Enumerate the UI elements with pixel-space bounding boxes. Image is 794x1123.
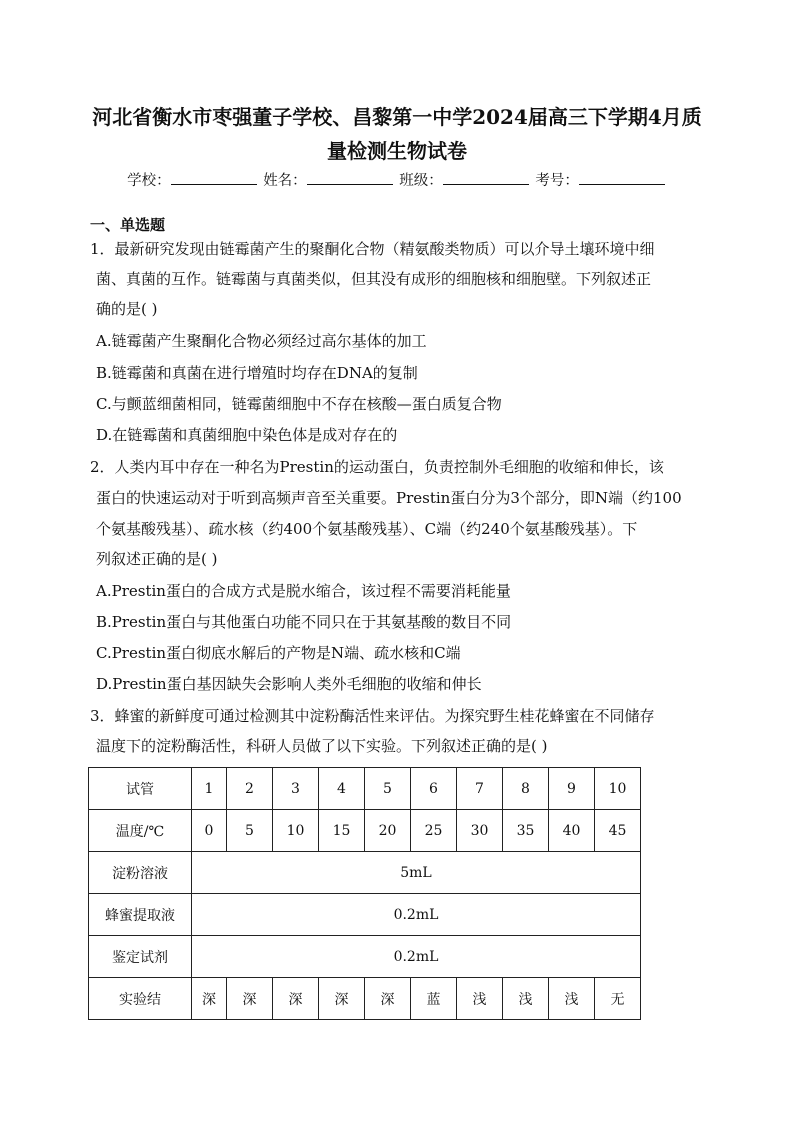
title-line-1: 河北省衡水市枣强董子学校、昌黎第一中学2024届高三下学期4月质 — [92, 105, 702, 129]
tube-cell: 10 — [595, 768, 641, 810]
school-blank[interactable] — [171, 170, 257, 185]
table-row-temperature — [89, 810, 641, 852]
q1-option-a[interactable]: A.链霉菌产生聚酮化合物必须经过高尔基体的加工 — [96, 332, 427, 350]
q2-line-2: 蛋白的快速运动对于听到高频声音至关重要。Prestin蛋白分为3个部分，即N端（约100 — [96, 489, 682, 507]
q2-option-a[interactable]: A.Prestin蛋白的合成方式是脱水缩合，该过程不需要消耗能量 — [96, 582, 511, 600]
starch-volume-cell: 5mL — [192, 852, 641, 894]
temperature-cell: 45 — [595, 810, 641, 852]
row-label-tube: 试管 — [89, 768, 192, 810]
q1-option-d[interactable]: D.在链霉菌和真菌细胞中染色体是成对存在的 — [96, 426, 398, 444]
experiment-table — [88, 767, 641, 1020]
tube-cell: 3 — [273, 768, 319, 810]
class-blank[interactable] — [443, 170, 529, 185]
q1-line-1: 1．最新研究发现由链霉菌产生的聚酮化合物（精氨酸类物质）可以介导土壤环境中细 — [90, 240, 655, 258]
title-line-2: 量检测生物试卷 — [327, 139, 467, 163]
reagent-volume-cell: 0.2mL — [192, 936, 641, 978]
row-label-starch: 淀粉溶液 — [89, 852, 192, 894]
result-cell: 蓝 — [411, 978, 457, 1020]
table-row-starch — [89, 852, 641, 894]
q2-line-1: 2．人类内耳中存在一种名为Prestin的运动蛋白，负责控制外毛细胞的收缩和伸长，该 — [90, 458, 664, 476]
q1-line-3: 确的是( ) — [96, 300, 158, 318]
honey-volume-cell: 0.2mL — [192, 894, 641, 936]
q2-option-c[interactable]: C.Prestin蛋白彻底水解后的产物是N端、疏水核和C端 — [96, 644, 461, 662]
result-cell: 无 — [595, 978, 641, 1020]
result-cell: 深 — [273, 978, 319, 1020]
page-title — [60, 100, 734, 168]
result-cell: 浅 — [457, 978, 503, 1020]
temperature-cell: 30 — [457, 810, 503, 852]
tube-cell: 2 — [227, 768, 273, 810]
table-row-honey — [89, 894, 641, 936]
tube-cell: 9 — [549, 768, 595, 810]
table-row-tube — [89, 768, 641, 810]
student-info-row — [0, 170, 794, 191]
q3-line-2: 温度下的淀粉酶活性，科研人员做了以下实验。下列叙述正确的是( ) — [96, 737, 548, 755]
q1-option-b[interactable]: B.链霉菌和真菌在进行增殖时均存在DNA的复制 — [96, 364, 418, 382]
q2-line-3: 个氨基酸残基）、疏水核（约400个氨基酸残基）、C端（约240个氨基酸残基）。下 — [96, 520, 638, 538]
class-label: 班级： — [399, 173, 443, 189]
q1-line-2: 菌、真菌的互作。链霉菌与真菌类似，但其没有成形的细胞核和细胞壁。下列叙述正 — [96, 270, 652, 288]
tube-cell: 5 — [365, 768, 411, 810]
q1-option-c[interactable]: C.与颤蓝细菌相同，链霉菌细胞中不存在核酸—蛋白质复合物 — [96, 395, 502, 413]
result-cell: 浅 — [549, 978, 595, 1020]
tube-cell: 1 — [192, 768, 227, 810]
temperature-cell: 20 — [365, 810, 411, 852]
temperature-cell: 15 — [319, 810, 365, 852]
tube-cell: 7 — [457, 768, 503, 810]
temperature-cell: 5 — [227, 810, 273, 852]
q3-line-1: 3．蜂蜜的新鲜度可通过检测其中淀粉酶活性来评估。为探究野生桂花蜂蜜在不同储存 — [90, 707, 655, 725]
result-cell: 浅 — [503, 978, 549, 1020]
result-cell: 深 — [365, 978, 411, 1020]
temperature-cell: 10 — [273, 810, 319, 852]
school-label: 学校： — [127, 173, 171, 189]
q2-option-b[interactable]: B.Prestin蛋白与其他蛋白功能不同只在于其氨基酸的数目不同 — [96, 613, 512, 631]
q2-option-d[interactable]: D.Prestin蛋白基因缺失会影响人类外毛细胞的收缩和伸长 — [96, 675, 482, 693]
row-label-reagent: 鉴定试剂 — [89, 936, 192, 978]
tube-cell: 8 — [503, 768, 549, 810]
tube-cell: 4 — [319, 768, 365, 810]
name-label: 姓名： — [263, 173, 307, 189]
tube-cell: 6 — [411, 768, 457, 810]
temperature-cell: 40 — [549, 810, 595, 852]
section-title: 一、单选题 — [90, 216, 166, 234]
q2-line-4: 列叙述正确的是( ) — [96, 550, 218, 568]
result-cell: 深 — [227, 978, 273, 1020]
row-label-honey: 蜂蜜提取液 — [89, 894, 192, 936]
table-row-result — [89, 978, 641, 1020]
row-label-result: 实验结 — [89, 978, 192, 1020]
result-cell: 深 — [192, 978, 227, 1020]
result-cell: 深 — [319, 978, 365, 1020]
temperature-cell: 35 — [503, 810, 549, 852]
number-blank[interactable] — [579, 170, 665, 185]
table-row-reagent — [89, 936, 641, 978]
number-label: 考号： — [535, 173, 579, 189]
temperature-cell: 25 — [411, 810, 457, 852]
row-label-temperature: 温度/℃ — [89, 810, 192, 852]
name-blank[interactable] — [307, 170, 393, 185]
temperature-cell: 0 — [192, 810, 227, 852]
